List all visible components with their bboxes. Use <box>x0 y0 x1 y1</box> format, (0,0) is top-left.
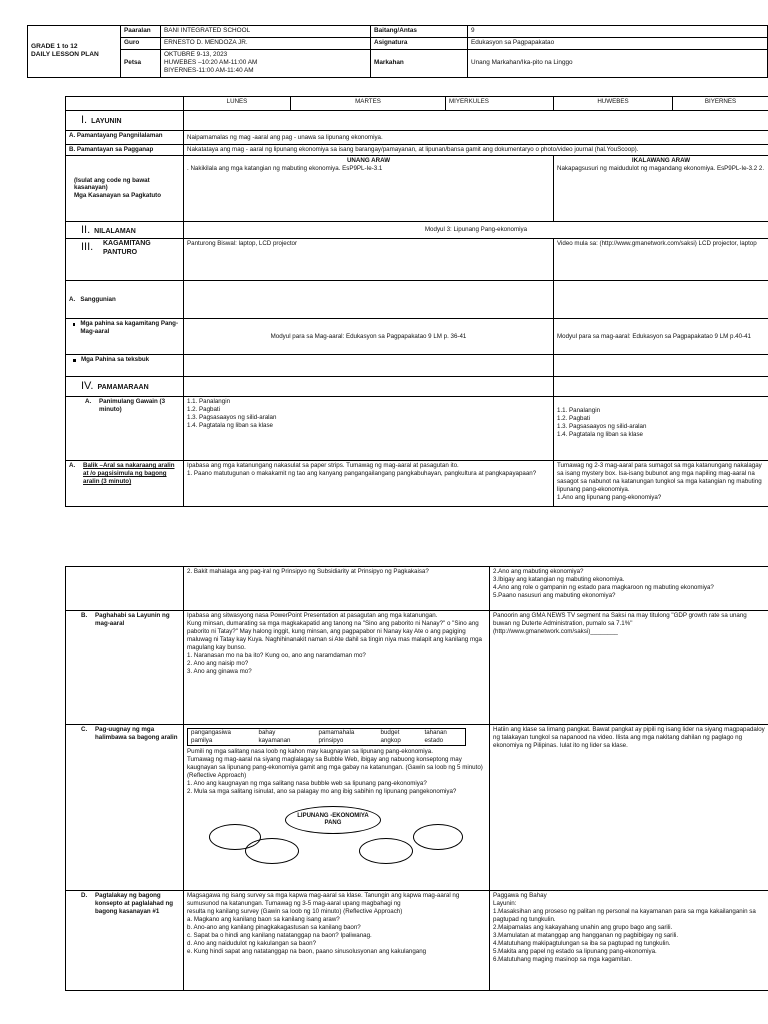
paaralan-label: Paaralan <box>121 26 161 38</box>
bullet-icon <box>73 323 75 326</box>
ikalawang-araw-heading: IKALAWANG ARAW <box>631 156 691 164</box>
bubble-web <box>187 800 486 862</box>
bullet-icon <box>73 359 76 362</box>
list-item: 1.2. Pagbati <box>187 405 221 413</box>
asignatura-label: Asignatura <box>371 38 468 50</box>
word-item: prinsipyo <box>318 736 344 744</box>
word-item: kayamanan <box>258 736 291 744</box>
paguugnay-cell-1 <box>184 725 490 891</box>
paghahabi-text-1: Ipabasa ang sitwasyong nasa PowerPoint Presentation at pasagutan ang mga katanungan. Kung minsan, dumarating sa mga magkakapatid ang tanong na "Sino ang paborito ni Nanay?" o "Sino ang paborito ni Tatay?" May halong inggit, kung minsan, ang pagpapabor ni Nanay kay Ate o ang pagiging maluwag ni Tatay kay Kuya. Naghihinanakit naman si Ate dahil sa tingin niya mas malapit ang kanilang mga magulang kay bunso. 1. Naranasan mo na ba ito? Kung oo, ano ang naramdaman mo? 2. Ano ang naisip mo? 3. Ano ang ginawa mo? <box>184 611 490 725</box>
unang-araw-cell <box>184 155 554 221</box>
pamantayan-sa-pagganap-label: B. Pamantayan sa Pagganap <box>66 145 184 156</box>
day-header-huwebes: HUWEBES <box>554 97 673 111</box>
paaralan-value: BANI INTEGRATED SCHOOL <box>161 26 371 38</box>
bubble <box>413 824 463 850</box>
list-item: 1.3. Pagsasaayos ng silid-aralan <box>557 422 647 430</box>
pagtalakay-text-2: Paggawa ng Bahay Layunin: 1.Masaksihan ang proseso ng palitan ng personal na kayamanan para sa mga kakailanganin sa pagtupad ng tungkulin. 2.Maipamalas ang kakayahang unahin ang grupo bago ang sarili. 3.Mamulatan at matanggap ang hangganan ng pagbibigay ng sarili. 4.Matutuhang makipagtulungan sa iba sa pagtupad ng tungkulin. 5.Makita ang papel ng estado sa lipunang pang-ekonomiya. 6.Matutuhang maging masinop sa mga kagamitan. <box>490 891 768 991</box>
ikalawang-araw-cell <box>554 155 768 221</box>
panimulang-label: A. Panimulang Gawain (3 minuto) <box>66 397 184 461</box>
asignatura-value: Edukasyon sa Pagpapakatao <box>468 38 768 50</box>
header-table <box>27 25 768 78</box>
day-header-martes: MARTES <box>291 97 446 111</box>
guro-value: ERNESTO D. MENDOZA JR. <box>161 38 371 50</box>
petsa-value <box>161 50 371 78</box>
balik-aral-text-2: Tumawag ng 2-3 mag-aaral para sumagot sa mga katanungang nakalagay sa isang mystery box. Isa-isang bubunot ang mga napiling mag-aaral na sasagot sa nabunot na katanungan tungkol sa mga katangian ng mabuting lipunang pang-ekonomiya. 1.Ano ang lipunang pang-ekonomiya? <box>554 461 768 507</box>
cont-text-1: 2. Bakit mahalaga ang pag-iral ng Prinsipyo ng Subsidiarity at Prinsipyo ng Pagkakaisa? <box>184 567 490 611</box>
bubble <box>245 838 299 864</box>
pamamaraan-heading: IV. PAMAMARAAN <box>66 377 184 397</box>
word-item: pangangasiwa <box>191 729 231 736</box>
day-header-lunes: LUNES <box>184 97 291 111</box>
list-item: 1.1. Panalangin <box>187 398 231 406</box>
guro-label: Guro <box>121 38 161 50</box>
blank-cell <box>66 97 184 111</box>
cont-text-2: 2.Ano ang mabuting ekonomiya? 3.Ibigay ang katangian ng mabuting ekonomiya. 4.Ano ang role o gampanin ng estado para magkaroon ng mabuting ekonomiya? 5.Paano nasusuri ang mabuting ekonomiya? <box>490 567 768 611</box>
layunin-heading: I. LAYUNIN <box>66 111 184 131</box>
day-header-miyerkules: MIYERKULES <box>446 97 554 111</box>
petsa-line: BIYERNES-11:00 AM-11:40 AM <box>164 67 254 75</box>
paguugnay-text-1: Pumili ng mga salitang nasa loob ng kahon may kaugnayan sa lipunang pang-ekonomiya. Tumawag ng mag-aaral na siyang maglalagay sa Bubble Web, ibigay ang nabuong konseptong may kaugnayan sa lipunang pang-ekonomiya gamit ang mga gabay na katanungan. (Gawin sa loob ng 5 minuto) (Reflective Approach) 1. Ano ang kaugnayan ng mga salitang nasa bubble web sa lipunang pang-ekonomiya? 2. Mula sa mga salitang isinulat, ano sa palagay mo ang ibig sabihin ng lipunang pangekonomiya? <box>187 747 483 795</box>
pamantayan-sa-pagganap-text: Nakatataya ang mag - aaral ng lipunang ekonomiya sa isang barangay/pamayanan, at lipunan/bansa gamit ang dokumentaryo o photo/video journal (hal.YouScoop). <box>184 145 768 156</box>
pahina-guro-text-1: Modyul para sa Mag-aaral: Edukasyon sa Pagpapakatao 9 LM p. 36-41 <box>184 319 554 355</box>
pamantayang-pangnilalaman-label: A. Pamantayang Pangnilalaman <box>66 131 184 145</box>
word-item: estado <box>424 736 444 744</box>
lesson-plan-table-page1 <box>65 96 768 507</box>
kasanayan-label: (Isulat ang code ng bawat kasanayan) Mga Kasanayan sa Pagkatuto <box>66 155 184 221</box>
panimulang-items-2 <box>554 397 768 461</box>
kagamitan-heading: III. KAGAMITANG PANTURO <box>66 239 184 281</box>
kagamitan-text-2: Video mula sa: (http://www.gmanetwork.com/saksi) LCD projector, laptop <box>554 239 768 281</box>
list-item: 1.3. Pagsasaayos ng silid-aralan <box>187 413 277 421</box>
list-item: 1.2. Pagbati <box>557 414 591 422</box>
paguugnay-label: C. Pag-uugnay ng mga halimbawa sa bagong aralin <box>66 725 184 891</box>
panimulang-items-1 <box>184 397 554 461</box>
word-box <box>187 728 466 746</box>
word-item: tahanan <box>424 729 447 736</box>
grade-label: GRADE 1 to 12 DAILY LESSON PLAN <box>28 26 121 78</box>
baitang-label: Baitang/Antas <box>371 26 468 38</box>
petsa-line: OKTUBRE 9-13, 2023 <box>164 51 228 58</box>
paghahabi-label: B. Paghahabi sa Layunin ng mag-aaral <box>66 611 184 725</box>
paghahabi-text-2: Panoorin ang GMA NEWS TV segment na Saksi na may titulong "GDP growth rate sa unang buwan ng Duterte Administration, pumalo sa 7.1%" (http://www.gmanetwork.com/saksi)________ <box>490 611 768 725</box>
petsa-label: Petsa <box>121 50 161 78</box>
bubble <box>359 838 413 864</box>
word-item: angkop <box>380 736 401 744</box>
baitang-value: 9 <box>468 26 768 38</box>
pamantayang-pangnilalaman-text: Naipamamalas ng mag -aaral ang pag - unawa sa lipunang ekonomiya. <box>184 131 768 145</box>
list-item: 1.1. Panalangin <box>557 407 601 415</box>
unang-araw-heading: UNANG ARAW <box>346 156 391 164</box>
pahina-guro-label: Mga pahina sa kagamitang Pang-Mag-aaral <box>66 319 184 355</box>
day-header-biyernes: BIYERNES <box>673 97 768 111</box>
bubble-center: LIPUNANG -EKONOMIYA PANG <box>285 806 381 834</box>
kagamitan-text-1: Panturong Biswal: laptop, LCD projector <box>184 239 554 281</box>
pagtalakay-label: D. Pagtalakay ng bagong konsepto at paglalahad ng bagong kasanayan #1 <box>66 891 184 991</box>
word-item: pamamahala <box>318 729 355 736</box>
pahina-teksbuk-label: Mga Pahina sa teksbuk <box>66 355 184 377</box>
markahan-label: Markahan <box>371 50 468 78</box>
pahina-guro-text-2: Modyul para sa mag-aaral: Edukasyon sa Pagpapakatao 9 LM p.40-41 <box>554 319 768 355</box>
unang-araw-text: . Nakikilala ang mga katangian ng mabuting ekonomiya. EsP9PL-Ie-3.1 <box>187 164 383 172</box>
ikalawang-araw-text: Nakapagsusuri ng maidudulot ng magandang ekonomiya. EsP9PL-Ie-3.2 2. <box>557 164 765 172</box>
list-item: 1.4. Pagtatala ng liban sa klase <box>187 421 273 429</box>
sanggunian-label: A. Sanggunian <box>66 281 184 319</box>
balik-aral-text-1: Ipabasa ang mga katanungang nakasulat sa paper strips. Tumawag ng mag-aaral at pasagutan ito. 1. Paano matutugunan o makakamit ng tao ang kanyang pangangailangang pangkabuhayan, pangkultura at pangkapayapaan? <box>184 461 554 507</box>
list-item: 1.4. Pagtatala ng liban sa klase <box>557 430 643 438</box>
nilalaman-text: Modyul 3: Lipunang Pang-ekonomiya <box>184 221 768 238</box>
word-item: pamilya <box>191 736 213 744</box>
markahan-value: Unang Markahan/Ika-pito na Linggo <box>468 50 768 78</box>
paguugnay-text-2: Hatiin ang klase sa limang pangkat. Bawat pangkat ay pipili ng isang lider na siyang magpapadaloy ng talakayan tungkol sa napanood na video. Ilista ang mga nakitang dahilan ng paglago ng ekonomiya ng Pilipinas. Iulat ito ng lider sa klase. <box>490 725 768 891</box>
nilalaman-heading: II. NILALAMAN <box>66 221 184 238</box>
word-item: bahay <box>258 729 276 736</box>
balik-aral-label: A. Balik –Aral sa nakaraang aralin at /o pagsisimula ng bagong aralin (3 minuto) <box>66 461 184 507</box>
pagtalakay-text-1: Magsagawa ng isang survey sa mga kapwa mag-aaral sa klase. Tanungin ang kapwa mag-aaral ng sumusunod na katanungan. Tumawag ng 3-5 mag-aaral upang magbahagi ng resulta ng kanilang survey (Gawin sa loob ng 10 minuto) (Reflective Approach) a. Magkano ang kanilang baon sa kanilang isang araw? b. Ano-ano ang kanilang pinagkakagastusan sa kanilang baon? c. Sapat ba o hindi ang kanilang natatanggap na baon? Ipaliwanag. d. Ano ang naidudulot ng kakulangan sa baon? e. Kung hindi sapat ang natatanggap na baon, paano sinusolusyonan ang kakulangang <box>184 891 490 991</box>
word-item: budget <box>380 729 400 736</box>
lesson-plan-table-page2 <box>65 566 768 991</box>
petsa-line: HUWEBES –10:20 AM-11:00 AM <box>164 59 258 67</box>
